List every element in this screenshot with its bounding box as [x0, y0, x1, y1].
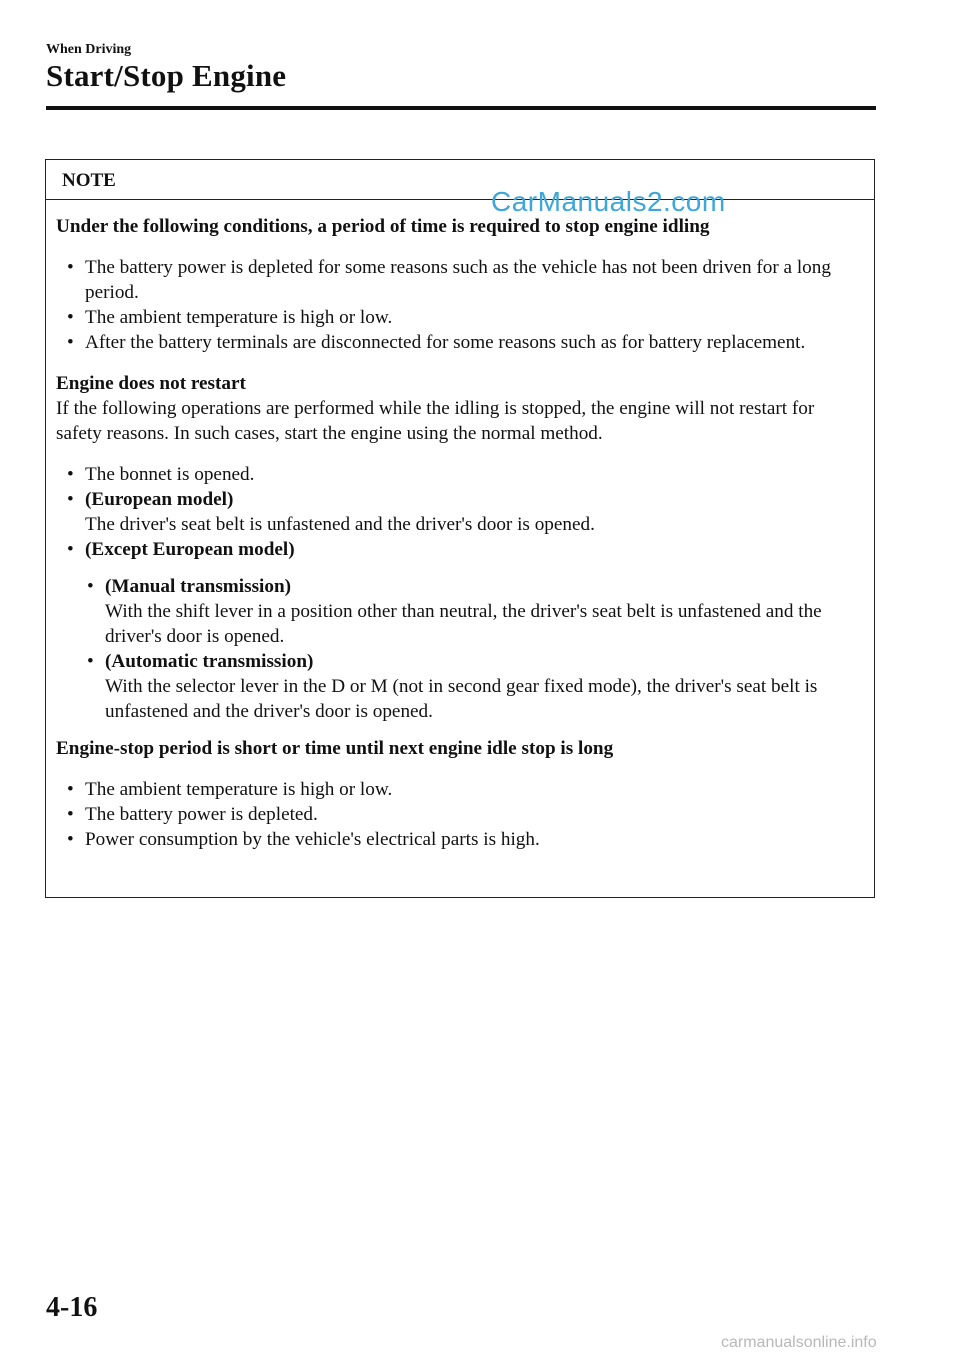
note-header	[46, 160, 874, 217]
watermark-text: CarManuals2.com	[491, 186, 726, 217]
bullet-icon: •	[67, 539, 74, 560]
page-title: Start/Stop Engine	[46, 58, 287, 93]
title-divider	[46, 106, 876, 110]
note-body	[46, 200, 874, 852]
footer-watermark: carmanualsonline.info	[721, 1334, 877, 1351]
stop-period-heading: Engine-stop period is short or time until next engine idle stop is long	[56, 738, 614, 759]
sublist-item	[56, 649, 864, 724]
list-item	[56, 305, 864, 330]
list-item-text: The driver's seat belt is unfastened and the driver's door is opened.	[85, 514, 595, 535]
list-item-title: (Except European model)	[85, 539, 295, 560]
list-item-text: After the battery terminals are disconnected for some reasons such as for battery replacement.	[85, 332, 806, 353]
bullet-icon: •	[67, 829, 74, 850]
note-label: NOTE	[62, 170, 116, 191]
list-item-text: Power consumption by the vehicle's electrical parts is high.	[85, 829, 540, 850]
list-item	[56, 827, 864, 852]
transmission-sublist	[56, 574, 864, 724]
list-item-text: The battery power is depleted for some reasons such as the vehicle has not been driven for a long period.	[85, 257, 831, 303]
list-item-text: The ambient temperature is high or low.	[85, 779, 393, 800]
stop-period-list	[56, 777, 864, 852]
bullet-icon: •	[67, 332, 74, 353]
bullet-icon: •	[67, 257, 74, 278]
page-number: 4-16	[46, 1292, 98, 1323]
list-item	[56, 487, 864, 537]
no-restart-text: If the following operations are performed while the idling is stopped, the engine will not restart for safety reasons. In such cases, start the engine using the normal method.	[56, 398, 815, 444]
bullet-icon: •	[87, 651, 94, 672]
list-item-title: (Automatic transmission)	[105, 651, 314, 672]
list-item-title: (European model)	[85, 489, 234, 510]
list-item-text: With the shift lever in a position other than neutral, the driver's seat belt is unfastened and the driver's door is opened.	[105, 601, 822, 647]
list-item-text: The bonnet is opened.	[85, 464, 255, 485]
idling-stop-list	[56, 255, 864, 355]
list-item	[56, 462, 864, 487]
bullet-icon: •	[67, 307, 74, 328]
idling-stop-heading: Under the following conditions, a period of time is required to stop engine idling	[56, 216, 710, 237]
no-restart-heading: Engine does not restart	[56, 373, 246, 394]
bullet-icon: •	[67, 489, 74, 510]
bullet-icon: •	[67, 804, 74, 825]
list-item	[56, 330, 864, 355]
list-item	[56, 777, 864, 802]
sublist-item	[56, 574, 864, 649]
list-item-text: With the selector lever in the D or M (not in second gear fixed mode), the driver's seat belt is unfastened and the driver's door is opened.	[105, 676, 818, 722]
list-item	[56, 255, 864, 305]
bullet-icon: •	[67, 464, 74, 485]
note-box	[45, 159, 875, 898]
list-item-text: The battery power is depleted.	[85, 804, 318, 825]
list-item-text: The ambient temperature is high or low.	[85, 307, 393, 328]
bullet-icon: •	[67, 779, 74, 800]
section-label: When Driving	[46, 42, 132, 57]
list-item-title: (Manual transmission)	[105, 576, 292, 597]
list-item	[56, 537, 864, 562]
no-restart-list	[56, 462, 864, 562]
list-item	[56, 802, 864, 827]
bullet-icon: •	[87, 576, 94, 597]
